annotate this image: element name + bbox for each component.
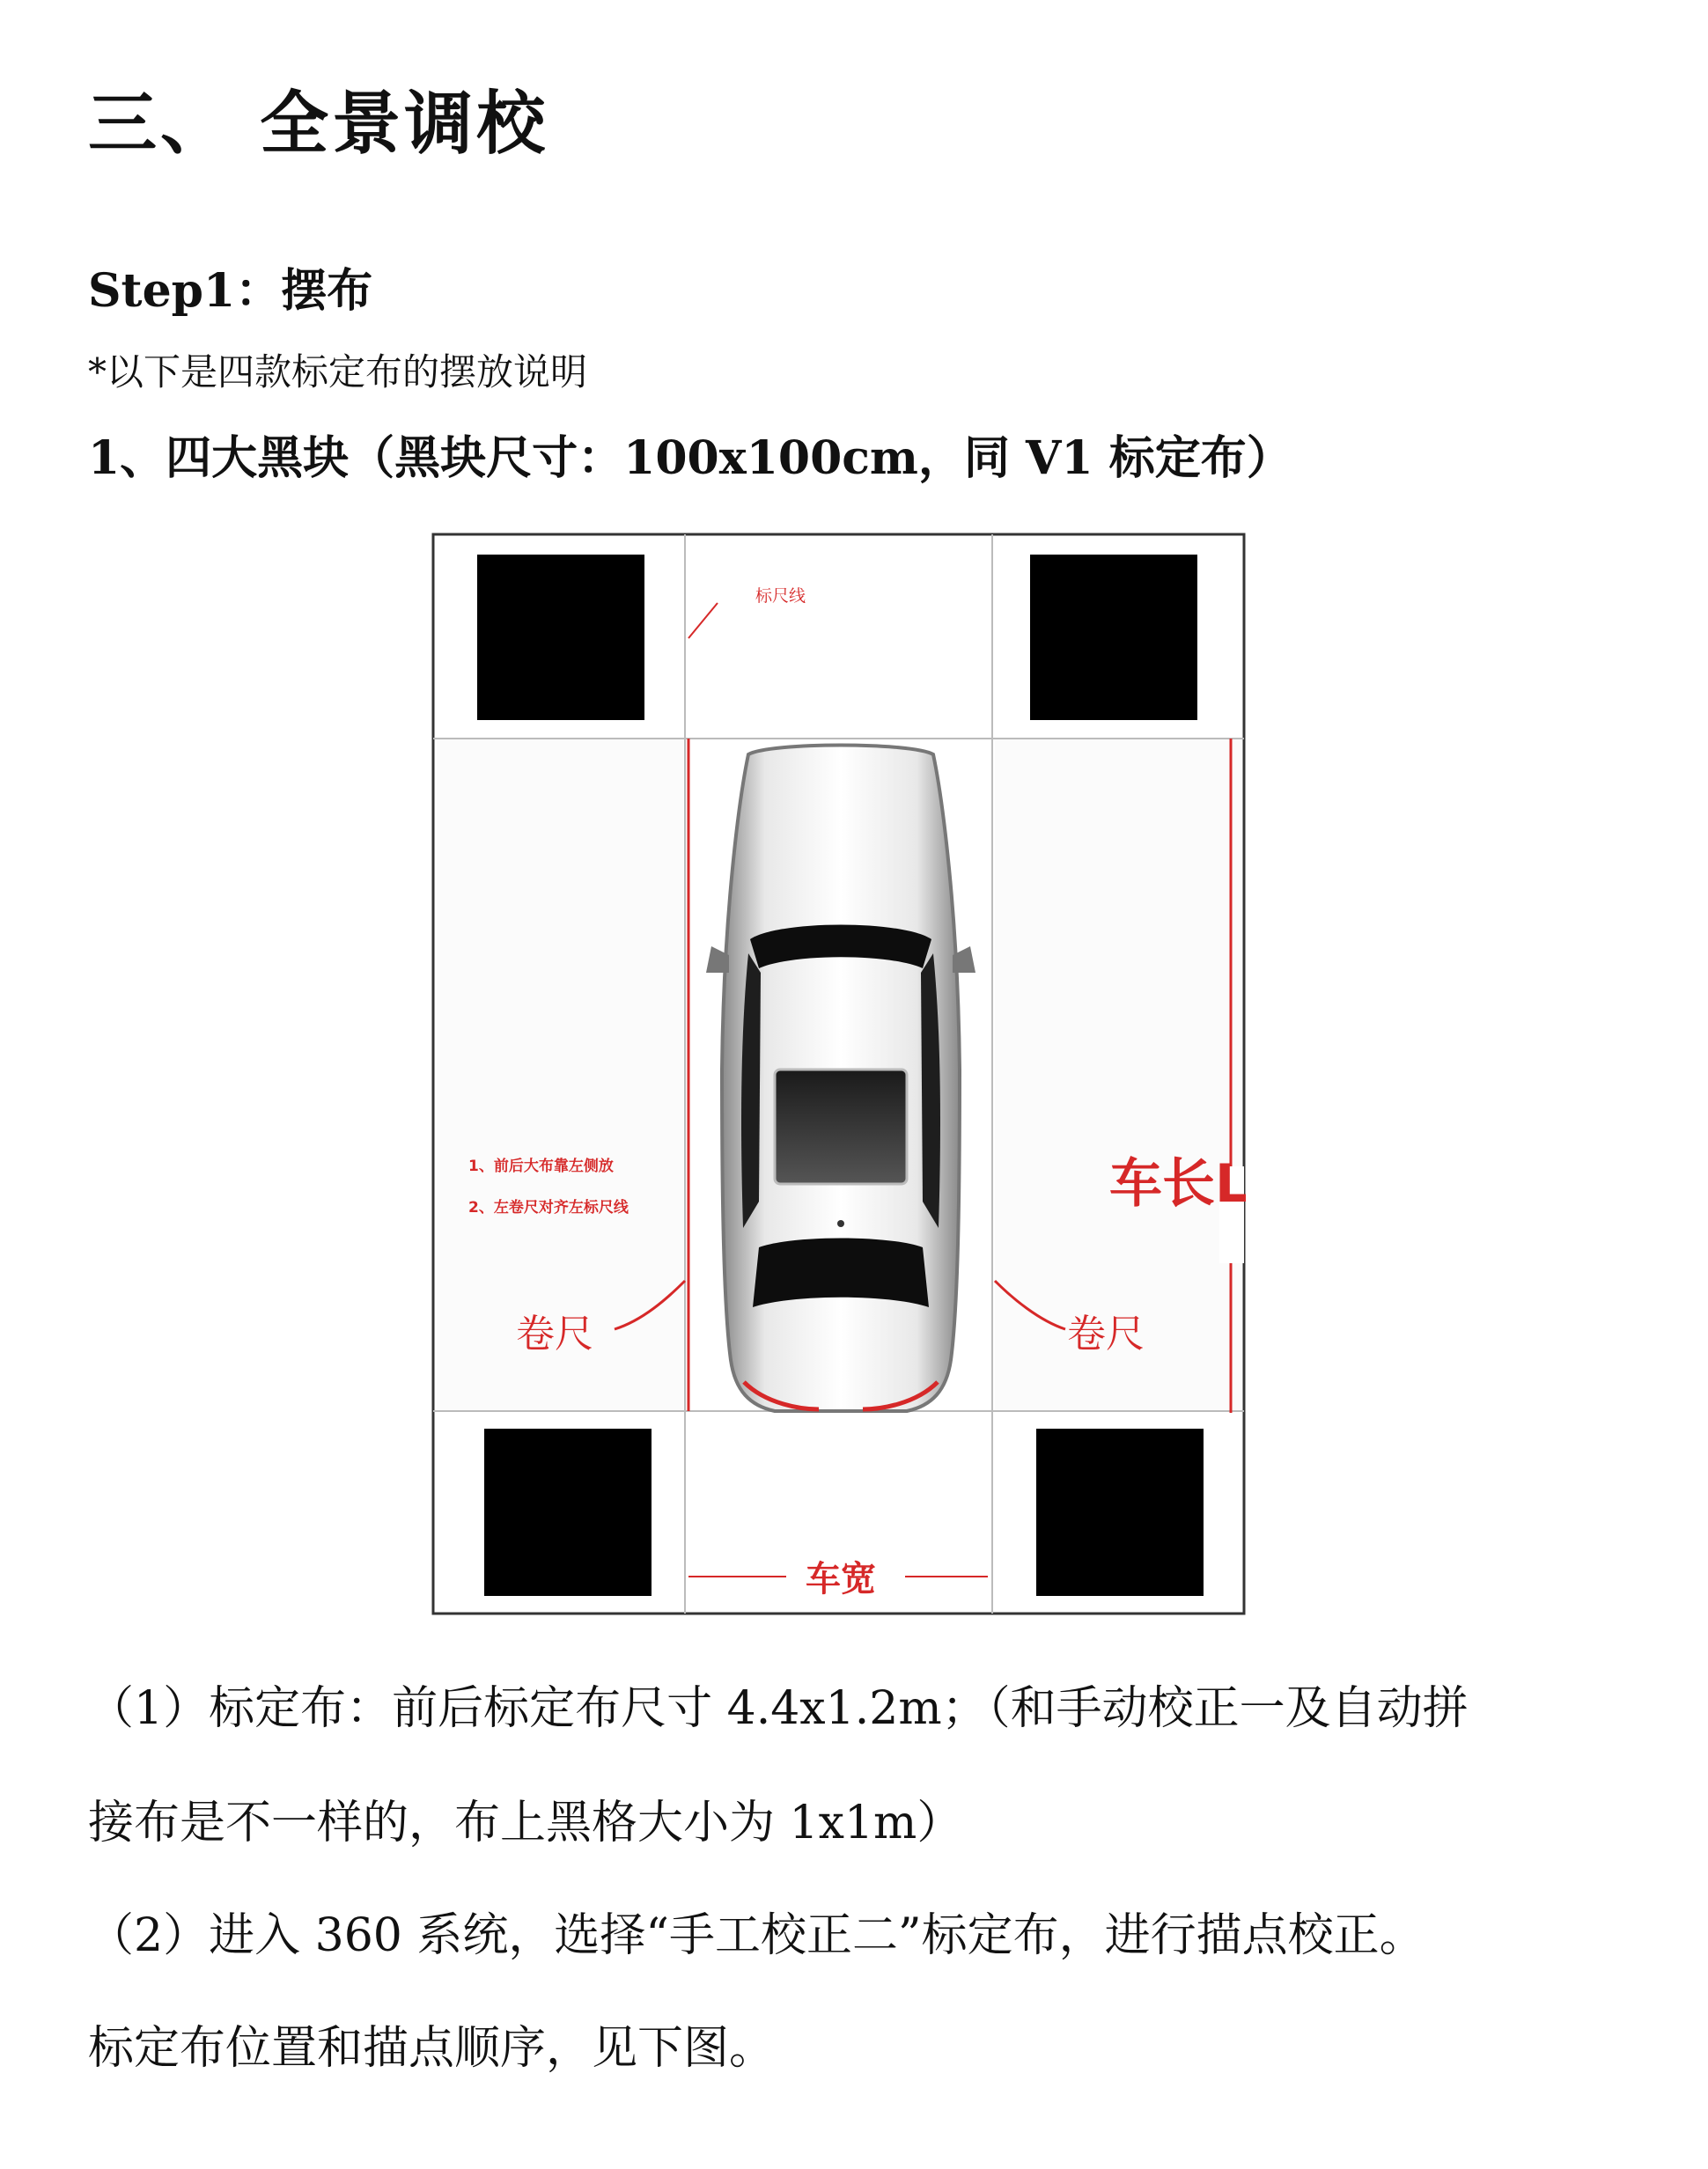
car-top-view bbox=[706, 746, 975, 1412]
black-block-top-left bbox=[477, 555, 644, 720]
black-block-bottom-right bbox=[1036, 1429, 1204, 1596]
ruler-line-label: 标尺线 bbox=[755, 586, 806, 606]
layout-note: *以下是四款标定布的摆放说明 bbox=[88, 350, 588, 393]
step-title: Step1：摆布 bbox=[88, 264, 373, 318]
paragraph-1-line-1: （1）标定布：前后标定布尺寸 4.4x1.2m；（和手动校正一及自动拼 bbox=[88, 1682, 1469, 1735]
paragraph-1-line-2: 接布是不一样的，布上黑格大小为 1x1m） bbox=[88, 1797, 963, 1849]
black-block-top-right bbox=[1030, 555, 1197, 720]
black-block-bottom-left bbox=[484, 1429, 652, 1596]
subheading-four-blocks: 1、四大黑块（黑块尺寸：100x100cm，同 V1 标定布） bbox=[88, 431, 1292, 485]
tape-label-left: 卷尺 bbox=[516, 1312, 593, 1357]
car-length-label: 车长L bbox=[1109, 1153, 1246, 1215]
paragraph-2-line-2: 标定布位置和描点顺序，见下图。 bbox=[88, 2022, 776, 2075]
instruction-1: 1、前后大布靠左侧放 bbox=[468, 1158, 614, 1175]
paragraph-2-line-1: （2）进入 360 系统，选择“手工校正二”标定布，进行描点校正。 bbox=[88, 1909, 1425, 1962]
section-title: 三、 全景调校 bbox=[88, 85, 549, 164]
instruction-2: 2、左卷尺对齐左标尺线 bbox=[468, 1199, 629, 1217]
car-width-label: 车宽 bbox=[806, 1559, 876, 1599]
tape-label-right: 卷尺 bbox=[1067, 1312, 1145, 1357]
calibration-cloth-diagram bbox=[431, 533, 1246, 1615]
